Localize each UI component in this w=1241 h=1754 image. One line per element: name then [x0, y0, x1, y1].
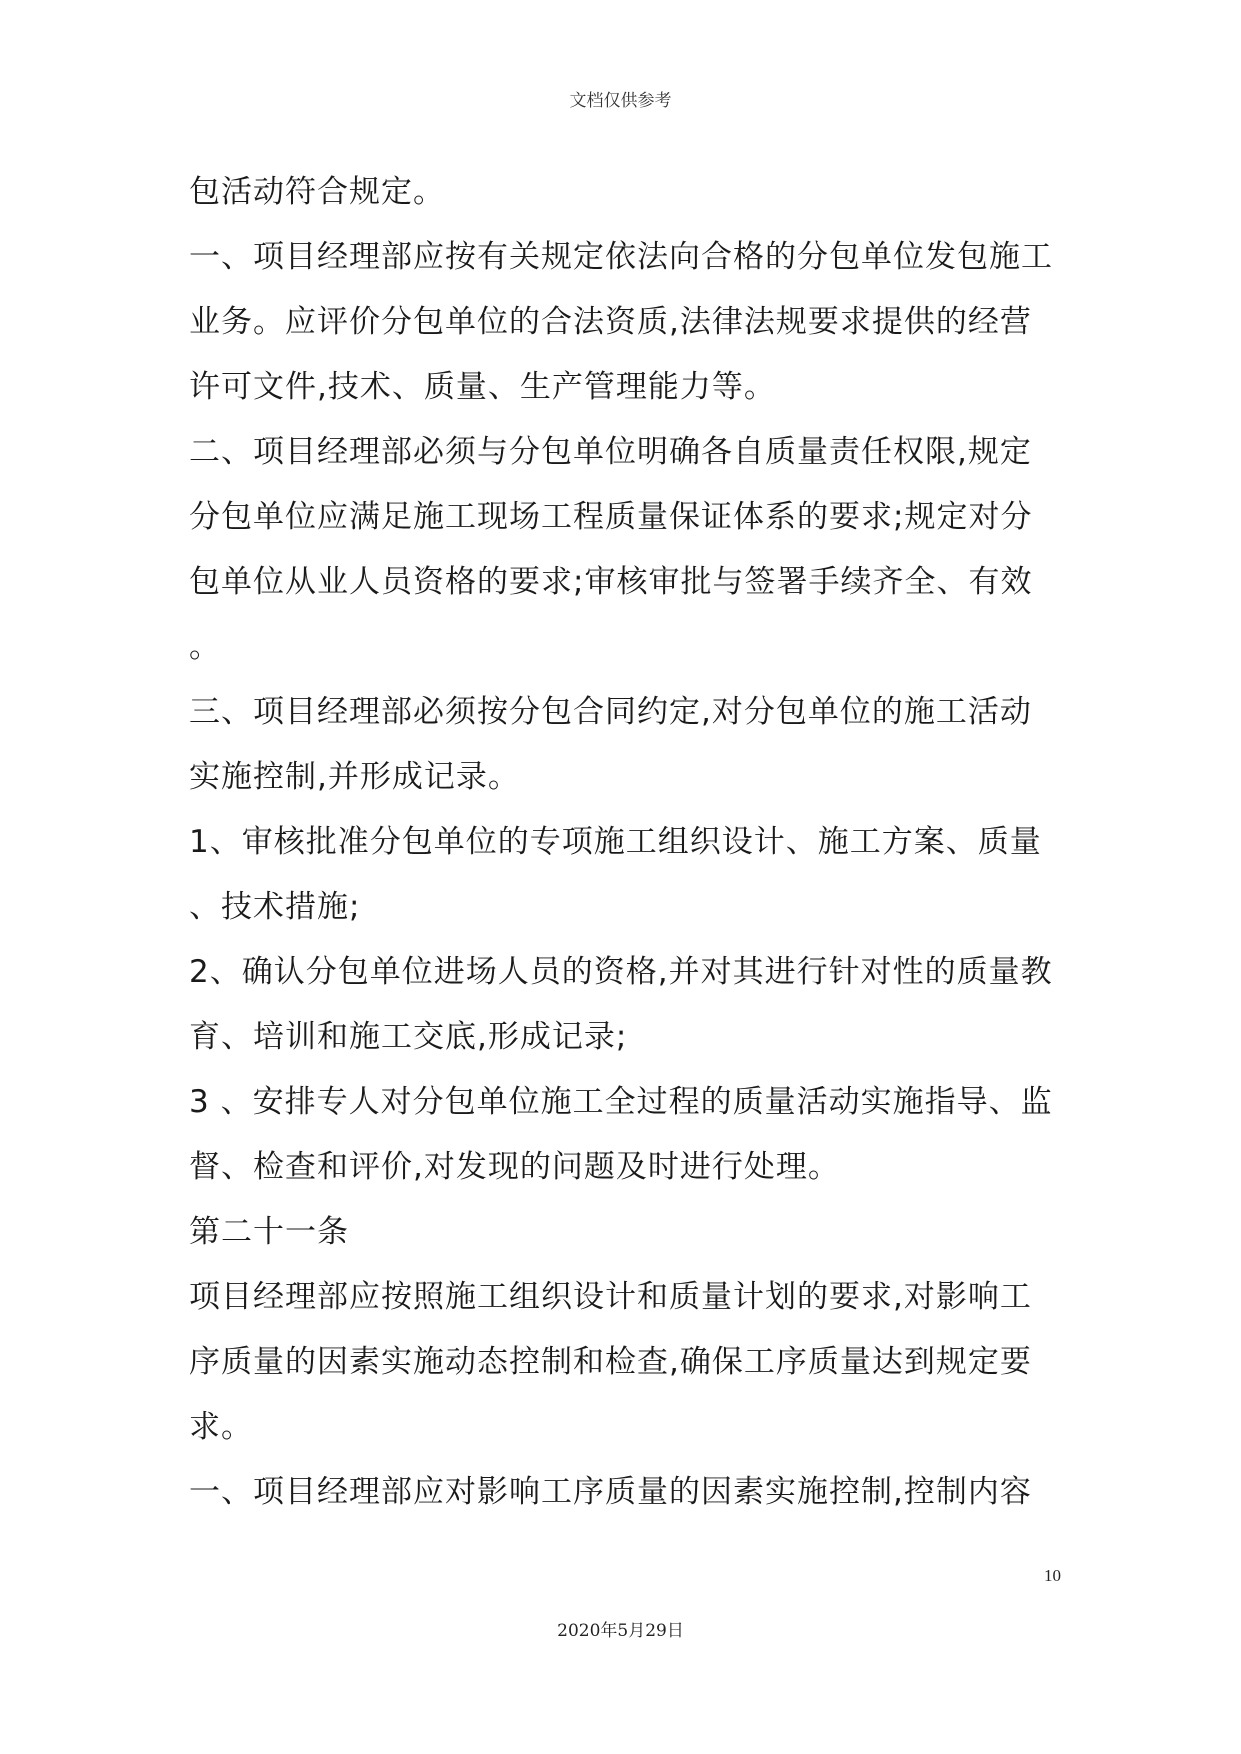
- page-header: 文档仅供参考: [569, 91, 672, 111]
- text-line: 、技术措施;: [189, 889, 361, 925]
- text-line: 3 、安排专人对分包单位施工全过程的质量活动实施指导、监: [189, 1084, 1053, 1120]
- text-line: 2、确认分包单位进场人员的资格,并对其进行针对性的质量教: [189, 954, 1053, 990]
- text-line: 二、项目经理部必须与分包单位明确各自质量责任权限,规定: [189, 434, 1032, 470]
- text-line: 许可文件,技术、质量、生产管理能力等。: [189, 369, 776, 405]
- text-line: 序质量的因素实施动态控制和检查,确保工序质量达到规定要: [189, 1344, 1032, 1380]
- text-line: 项目经理部应按照施工组织设计和质量计划的要求,对影响工: [189, 1279, 1032, 1315]
- text-line: 分包单位应满足施工现场工程质量保证体系的要求;规定对分: [189, 499, 1033, 535]
- text-line: 育、培训和施工交底,形成记录;: [189, 1019, 628, 1055]
- section-heading: 第二十一条: [189, 1214, 349, 1250]
- text-line: 一、项目经理部应对影响工序质量的因素实施控制,控制内容: [189, 1474, 1032, 1510]
- text-line: 业务。应评价分包单位的合法资质,法律法规要求提供的经营: [189, 304, 1032, 340]
- footer-date: 2020年5月29日: [557, 1621, 684, 1641]
- text-line: 包活动符合规定。: [189, 174, 445, 210]
- text-line: 督、检查和评价,对发现的问题及时进行处理。: [189, 1149, 840, 1185]
- text-line: 三、项目经理部必须按分包合同约定,对分包单位的施工活动: [189, 694, 1032, 730]
- text-line: 求。: [189, 1409, 253, 1445]
- text-line: 实施控制,并形成记录。: [189, 759, 520, 795]
- document-body: [189, 160, 1069, 1525]
- page-number: 10: [1044, 1566, 1061, 1585]
- text-line: 1、审核批准分包单位的专项施工组织设计、施工方案、质量: [189, 824, 1042, 860]
- text-line: 。: [189, 629, 221, 665]
- text-line: 包单位从业人员资格的要求;审核审批与签署手续齐全、有效: [189, 564, 1033, 600]
- text-line: 一、项目经理部应按有关规定依法向合格的分包单位发包施工: [189, 239, 1053, 275]
